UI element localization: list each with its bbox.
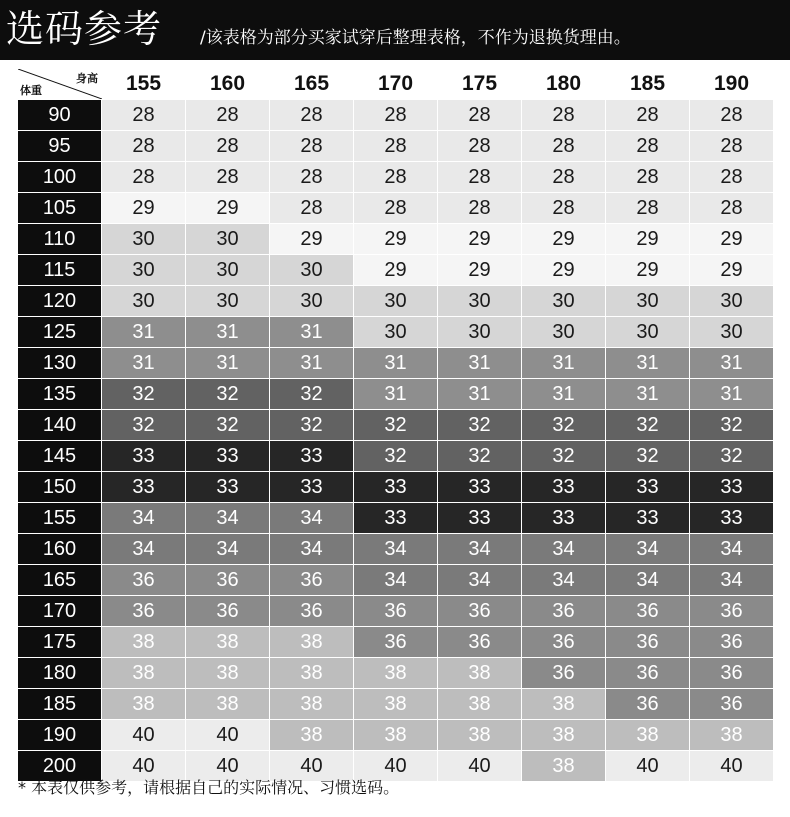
size-cell: 28 (438, 131, 522, 162)
size-cell: 31 (606, 379, 690, 410)
table-row (18, 689, 774, 720)
size-cell: 32 (522, 441, 606, 472)
table-row (18, 317, 774, 348)
size-cell: 28 (690, 193, 774, 224)
size-cell: 31 (522, 379, 606, 410)
size-cell: 36 (606, 596, 690, 627)
size-cell: 32 (102, 410, 186, 441)
size-cell: 34 (522, 534, 606, 565)
size-cell: 28 (354, 131, 438, 162)
weight-cell: 95 (18, 131, 102, 162)
size-cell: 36 (522, 658, 606, 689)
size-cell: 38 (522, 689, 606, 720)
table-row (18, 162, 774, 193)
size-cell: 28 (102, 162, 186, 193)
size-cell: 33 (270, 472, 354, 503)
size-cell: 34 (102, 503, 186, 534)
size-cell: 38 (354, 658, 438, 689)
table-row (18, 255, 774, 286)
size-cell: 32 (606, 441, 690, 472)
size-cell: 28 (522, 193, 606, 224)
weight-cell: 120 (18, 286, 102, 317)
size-cell: 31 (606, 348, 690, 379)
table-row (18, 379, 774, 410)
weight-cell: 145 (18, 441, 102, 472)
size-cell: 30 (606, 286, 690, 317)
size-cell: 38 (270, 627, 354, 658)
size-cell: 28 (270, 193, 354, 224)
size-cell: 28 (186, 131, 270, 162)
size-cell: 34 (606, 565, 690, 596)
size-cell: 34 (186, 534, 270, 565)
size-cell: 36 (438, 627, 522, 658)
weight-cell: 170 (18, 596, 102, 627)
size-cell: 30 (102, 224, 186, 255)
size-cell: 32 (270, 379, 354, 410)
size-cell: 31 (186, 317, 270, 348)
weight-cell: 130 (18, 348, 102, 379)
size-cell: 34 (102, 534, 186, 565)
corner-weight-label: 体重 (20, 85, 42, 97)
size-cell: 36 (522, 596, 606, 627)
size-cell: 32 (270, 410, 354, 441)
size-cell: 32 (438, 410, 522, 441)
weight-cell: 175 (18, 627, 102, 658)
table-row (18, 224, 774, 255)
size-cell: 38 (522, 751, 606, 782)
height-header-cell: 175 (438, 69, 522, 100)
header-banner (0, 0, 790, 60)
weight-cell: 155 (18, 503, 102, 534)
size-cell: 34 (690, 565, 774, 596)
size-cell: 36 (270, 565, 354, 596)
table-row (18, 596, 774, 627)
table-row (18, 441, 774, 472)
size-cell: 34 (270, 534, 354, 565)
size-cell: 38 (102, 689, 186, 720)
size-cell: 36 (690, 689, 774, 720)
size-cell: 28 (438, 162, 522, 193)
size-cell: 32 (606, 410, 690, 441)
weight-cell: 90 (18, 100, 102, 131)
size-cell: 38 (270, 720, 354, 751)
height-header-cell: 165 (270, 69, 354, 100)
size-cell: 32 (438, 441, 522, 472)
size-cell: 30 (102, 255, 186, 286)
size-cell: 30 (606, 317, 690, 348)
size-cell: 31 (102, 317, 186, 348)
size-cell: 36 (102, 565, 186, 596)
size-cell: 30 (522, 286, 606, 317)
size-cell: 34 (270, 503, 354, 534)
height-header-cell: 190 (690, 69, 774, 100)
size-cell: 40 (606, 751, 690, 782)
size-cell: 29 (438, 255, 522, 286)
table-row (18, 627, 774, 658)
size-cell: 38 (354, 689, 438, 720)
size-cell: 29 (354, 255, 438, 286)
size-cell: 34 (354, 565, 438, 596)
size-cell: 32 (186, 410, 270, 441)
corner-cell (18, 69, 102, 100)
size-cell: 38 (606, 720, 690, 751)
size-cell: 28 (354, 100, 438, 131)
size-cell: 29 (102, 193, 186, 224)
size-cell: 29 (690, 255, 774, 286)
size-cell: 36 (690, 627, 774, 658)
weight-cell: 180 (18, 658, 102, 689)
size-cell: 33 (102, 441, 186, 472)
size-cell: 29 (690, 224, 774, 255)
size-cell: 28 (606, 131, 690, 162)
size-cell: 30 (186, 224, 270, 255)
size-cell: 32 (354, 410, 438, 441)
size-cell: 40 (102, 720, 186, 751)
size-cell: 29 (606, 255, 690, 286)
size-cell: 31 (354, 379, 438, 410)
footnote: * 本表仅供参考，请根据自己的实际情况、习惯选码。 (18, 778, 400, 797)
height-header-cell: 160 (186, 69, 270, 100)
size-cell: 28 (606, 162, 690, 193)
size-cell: 28 (354, 193, 438, 224)
size-cell: 29 (438, 224, 522, 255)
size-cell: 33 (102, 472, 186, 503)
size-cell: 32 (102, 379, 186, 410)
size-cell: 33 (354, 503, 438, 534)
size-cell: 31 (438, 379, 522, 410)
size-cell: 28 (270, 131, 354, 162)
table-row (18, 472, 774, 503)
size-cell: 33 (186, 472, 270, 503)
size-cell: 30 (438, 286, 522, 317)
weight-cell: 160 (18, 534, 102, 565)
size-cell: 34 (354, 534, 438, 565)
size-cell: 28 (690, 131, 774, 162)
page-subtitle: /该表格为部分买家试穿后整理表格，不作为退换货理由。 (200, 28, 631, 48)
size-cell: 33 (186, 441, 270, 472)
table-row (18, 658, 774, 689)
size-cell: 30 (690, 286, 774, 317)
height-header-cell: 170 (354, 69, 438, 100)
size-cell: 28 (186, 100, 270, 131)
height-header-row (18, 69, 774, 100)
size-cell: 28 (606, 100, 690, 131)
weight-cell: 185 (18, 689, 102, 720)
size-cell: 33 (438, 472, 522, 503)
size-cell: 30 (438, 317, 522, 348)
weight-cell: 135 (18, 379, 102, 410)
size-cell: 29 (522, 255, 606, 286)
size-cell: 38 (186, 627, 270, 658)
weight-cell: 110 (18, 224, 102, 255)
weight-cell: 100 (18, 162, 102, 193)
size-cell: 38 (438, 689, 522, 720)
table-row (18, 410, 774, 441)
size-cell: 32 (354, 441, 438, 472)
size-cell: 36 (606, 627, 690, 658)
size-cell: 28 (354, 162, 438, 193)
size-cell: 40 (186, 751, 270, 782)
size-cell: 28 (186, 162, 270, 193)
size-cell: 30 (186, 255, 270, 286)
size-cell: 28 (102, 131, 186, 162)
size-cell: 38 (690, 720, 774, 751)
size-cell: 40 (270, 751, 354, 782)
height-header-cell: 185 (606, 69, 690, 100)
size-cell: 38 (354, 720, 438, 751)
size-cell: 30 (270, 286, 354, 317)
size-cell: 31 (690, 379, 774, 410)
size-cell: 31 (186, 348, 270, 379)
size-cell: 40 (690, 751, 774, 782)
size-cell: 36 (354, 596, 438, 627)
size-cell: 28 (522, 162, 606, 193)
size-cell: 36 (186, 565, 270, 596)
size-cell: 36 (354, 627, 438, 658)
size-cell: 32 (522, 410, 606, 441)
size-cell: 32 (186, 379, 270, 410)
size-cell: 31 (690, 348, 774, 379)
height-header-cell: 155 (102, 69, 186, 100)
size-cell: 31 (270, 348, 354, 379)
size-cell: 38 (438, 658, 522, 689)
size-cell: 32 (690, 410, 774, 441)
size-cell: 33 (354, 472, 438, 503)
size-cell: 30 (270, 255, 354, 286)
size-chart-body (18, 100, 774, 782)
size-cell: 36 (690, 658, 774, 689)
table-row (18, 193, 774, 224)
size-cell: 40 (186, 720, 270, 751)
weight-cell: 115 (18, 255, 102, 286)
weight-cell: 140 (18, 410, 102, 441)
size-cell: 28 (690, 100, 774, 131)
size-cell: 33 (606, 503, 690, 534)
size-cell: 31 (354, 348, 438, 379)
size-cell: 31 (270, 317, 354, 348)
weight-cell: 190 (18, 720, 102, 751)
weight-cell: 200 (18, 751, 102, 782)
weight-cell: 125 (18, 317, 102, 348)
size-cell: 28 (102, 100, 186, 131)
size-cell: 40 (102, 751, 186, 782)
size-cell: 29 (270, 224, 354, 255)
size-chart-table (18, 69, 774, 782)
table-row (18, 348, 774, 379)
size-cell: 40 (438, 751, 522, 782)
size-cell: 29 (186, 193, 270, 224)
size-cell: 30 (354, 317, 438, 348)
size-cell: 32 (690, 441, 774, 472)
size-cell: 33 (690, 472, 774, 503)
size-cell: 29 (606, 224, 690, 255)
size-cell: 34 (606, 534, 690, 565)
table-row (18, 565, 774, 596)
size-cell: 28 (270, 100, 354, 131)
size-cell: 38 (438, 720, 522, 751)
size-cell: 33 (438, 503, 522, 534)
size-cell: 36 (606, 658, 690, 689)
size-cell: 30 (186, 286, 270, 317)
table-row (18, 503, 774, 534)
size-cell: 36 (606, 689, 690, 720)
size-cell: 36 (102, 596, 186, 627)
page-title: 选码参考 (6, 7, 163, 51)
size-cell: 33 (522, 503, 606, 534)
size-cell: 36 (186, 596, 270, 627)
size-cell: 34 (438, 565, 522, 596)
size-cell: 33 (270, 441, 354, 472)
size-cell: 38 (522, 720, 606, 751)
size-cell: 36 (522, 627, 606, 658)
weight-cell: 165 (18, 565, 102, 596)
size-cell: 38 (102, 658, 186, 689)
size-cell: 30 (522, 317, 606, 348)
size-cell: 38 (102, 627, 186, 658)
size-cell: 34 (186, 503, 270, 534)
size-cell: 34 (690, 534, 774, 565)
weight-cell: 150 (18, 472, 102, 503)
size-cell: 29 (522, 224, 606, 255)
size-cell: 36 (438, 596, 522, 627)
size-cell: 33 (606, 472, 690, 503)
size-cell: 34 (522, 565, 606, 596)
size-cell: 28 (606, 193, 690, 224)
size-cell: 30 (354, 286, 438, 317)
size-cell: 36 (690, 596, 774, 627)
table-row (18, 534, 774, 565)
corner-height-label: 身高 (76, 73, 98, 85)
size-cell: 40 (354, 751, 438, 782)
size-cell: 38 (270, 689, 354, 720)
size-cell: 31 (438, 348, 522, 379)
size-cell: 28 (522, 131, 606, 162)
size-cell: 28 (690, 162, 774, 193)
size-cell: 28 (438, 100, 522, 131)
size-cell: 28 (270, 162, 354, 193)
size-cell: 30 (690, 317, 774, 348)
size-cell: 38 (186, 689, 270, 720)
size-cell: 38 (186, 658, 270, 689)
table-row (18, 100, 774, 131)
table-row (18, 286, 774, 317)
weight-cell: 105 (18, 193, 102, 224)
size-cell: 30 (102, 286, 186, 317)
size-cell: 28 (438, 193, 522, 224)
size-cell: 28 (522, 100, 606, 131)
size-cell: 31 (102, 348, 186, 379)
height-header-cell: 180 (522, 69, 606, 100)
table-row (18, 131, 774, 162)
size-cell: 34 (438, 534, 522, 565)
table-row (18, 720, 774, 751)
size-cell: 38 (270, 658, 354, 689)
size-cell: 29 (354, 224, 438, 255)
size-cell: 31 (522, 348, 606, 379)
size-cell: 33 (690, 503, 774, 534)
size-cell: 36 (270, 596, 354, 627)
size-cell: 33 (522, 472, 606, 503)
